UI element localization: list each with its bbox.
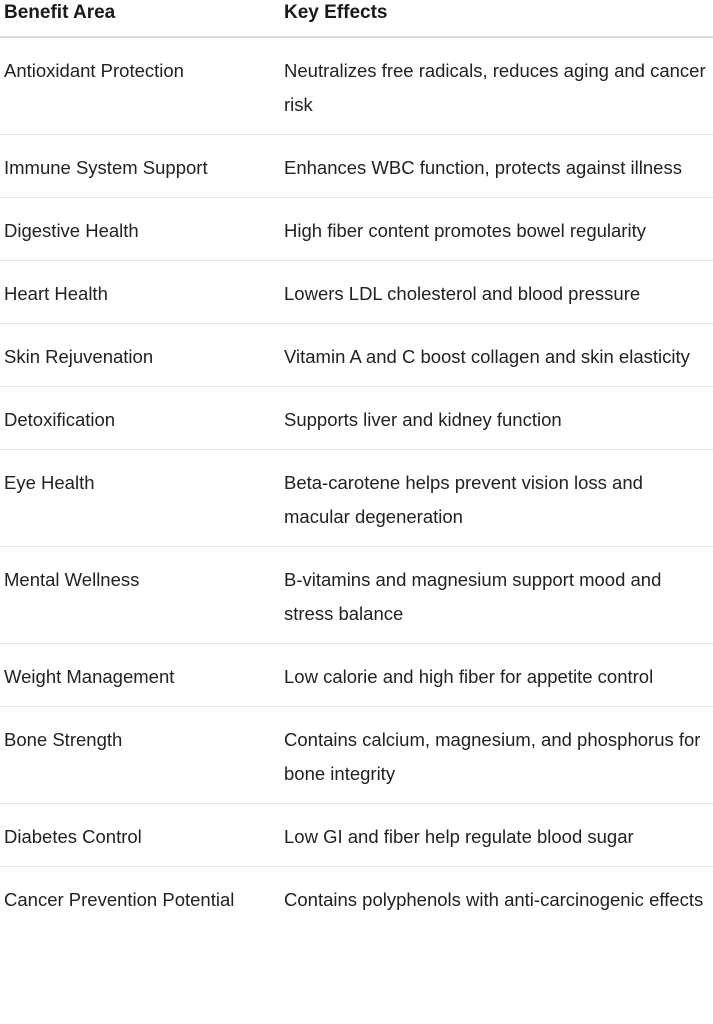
benefit-area-cell: Heart Health: [0, 261, 280, 324]
key-effects-cell: Vitamin A and C boost collagen and skin elasticity: [280, 324, 713, 387]
benefit-area-cell: Weight Management: [0, 644, 280, 707]
benefit-area-cell: Skin Rejuvenation: [0, 324, 280, 387]
table-row: [0, 37, 713, 135]
table-row: [0, 387, 713, 450]
key-effects-cell: Low calorie and high fiber for appetite control: [280, 644, 713, 707]
benefit-area-cell: Immune System Support: [0, 135, 280, 198]
key-effects-cell: Contains polyphenols with anti-carcinogenic effects: [284, 889, 704, 910]
key-effects-cell: Enhances WBC function, protects against illness: [280, 135, 713, 198]
benefit-area-cell: Eye Health: [0, 450, 280, 547]
benefit-area-cell: Cancer Prevention Potential: [4, 889, 235, 910]
table-body: [0, 37, 713, 917]
table-row: [0, 804, 713, 867]
header-row: [0, 0, 713, 37]
key-effects-cell: Beta-carotene helps prevent vision loss and macular degeneration: [280, 450, 713, 547]
benefit-area-cell: Mental Wellness: [0, 547, 280, 644]
table-row: [0, 450, 713, 547]
key-effects-cell: B-vitamins and magnesium support mood and stress balance: [280, 547, 713, 644]
table-row: [0, 261, 713, 324]
table-header: [0, 0, 713, 37]
key-effects-cell: Supports liver and kidney function: [280, 387, 713, 450]
benefit-area-cell: Digestive Health: [0, 198, 280, 261]
table-row: [0, 198, 713, 261]
column-header-benefit-area: Benefit Area: [0, 0, 280, 37]
key-effects-cell: Lowers LDL cholesterol and blood pressure: [280, 261, 713, 324]
table-row: [0, 547, 713, 644]
table-row: [0, 324, 713, 387]
table-row: [0, 135, 713, 198]
benefit-area-cell: Diabetes Control: [0, 804, 280, 867]
key-effects-cell: Low GI and fiber help regulate blood sugar: [280, 804, 713, 867]
key-effects-cell: Contains calcium, magnesium, and phosphorus for bone integrity: [280, 707, 713, 804]
benefit-area-cell: Antioxidant Protection: [0, 37, 280, 135]
table-row: [0, 707, 713, 804]
table-row: [0, 644, 713, 707]
column-header-key-effects: Key Effects: [280, 0, 713, 37]
benefit-area-cell: Bone Strength: [0, 707, 280, 804]
benefit-area-cell: Detoxification: [0, 387, 280, 450]
key-effects-cell: High fiber content promotes bowel regularity: [280, 198, 713, 261]
table-row: [0, 867, 713, 918]
key-effects-cell: Neutralizes free radicals, reduces aging and cancer risk: [280, 37, 713, 135]
